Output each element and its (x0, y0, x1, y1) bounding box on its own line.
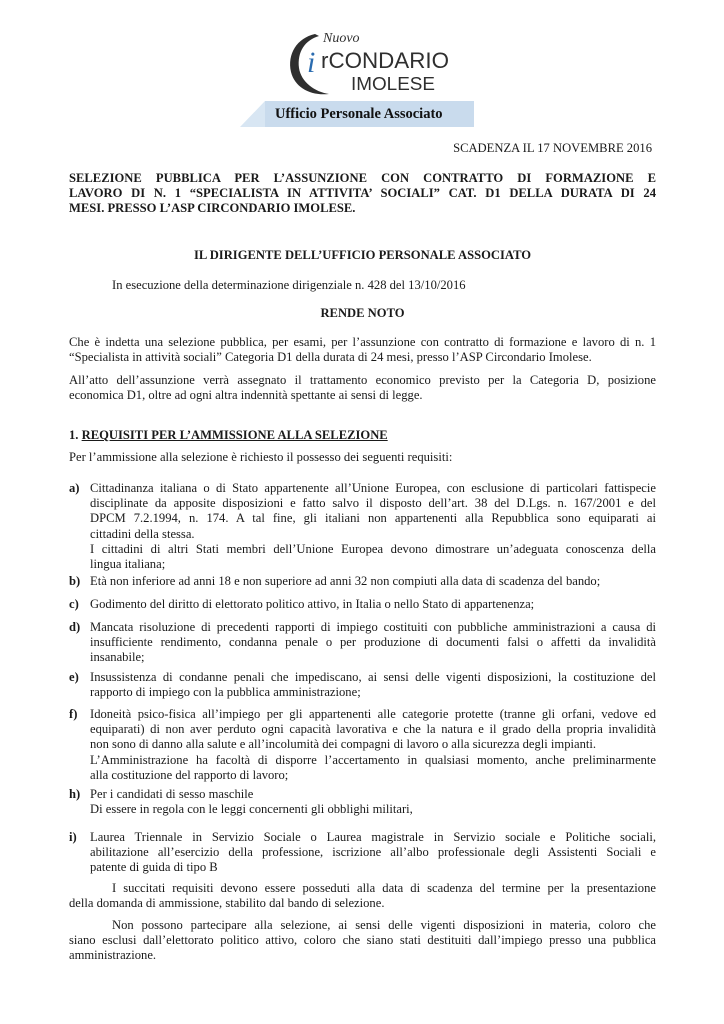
intro-paragraph (69, 335, 656, 365)
requirement-line: Cittadinanza italiana o di Stato appartenente all’Unione Europea, con esclusione di particolari fattispecie (90, 481, 656, 495)
requirement-text (90, 481, 656, 572)
requirement-text (90, 707, 656, 783)
requirement-letter: d) (69, 620, 81, 634)
requirement-line: rapporto di impiego con la pubblica amministrazione; (90, 685, 361, 700)
document-title (69, 171, 656, 217)
salary-line: economica D1, oltre ad ogni altra indennità spettante ai sensi di legge. (69, 388, 423, 403)
closing-line: amministrazione. (69, 948, 157, 963)
closing-paragraph-1 (69, 881, 656, 911)
requirement-line: non sono di danno alla salute e all’incolumità dei compagni di lavoro o alla sicurezza degli impianti. (90, 737, 597, 752)
requirement-text (90, 670, 656, 700)
requirement-line: Godimento del diritto di elettorato politico attivo, in Italia o nello Stato di appartenenza; (90, 597, 535, 611)
requirement-line: cittadini della stessa. (90, 526, 195, 541)
closing-line: siano esclusi dall’elettorato politico attivo, coloro che siano stati destituiti dall’impiego presso una pubblica (69, 933, 656, 948)
requirement-letter: c) (69, 597, 79, 611)
authority-heading: IL DIRIGENTE DELL’UFFICIO PERSONALE ASSOCIATO (193, 248, 532, 262)
requirement-line: alla costituzione del rapporto di lavoro; (90, 767, 289, 782)
section-title: REQUISITI PER L’AMMISSIONE ALLA SELEZIONE (81, 428, 388, 442)
requirement-letter: i) (69, 830, 77, 844)
requirement-letter: b) (69, 574, 81, 588)
requirement-line: insufficiente rendimento, condanna penale o per produzione di documenti falsi o affetti da invalidità (90, 635, 656, 650)
requirement-letter: f) (69, 707, 78, 721)
closing-paragraph-2 (69, 918, 656, 964)
logo-top-word: Nuovo (323, 31, 360, 46)
section-lead: Per l’ammissione alla selezione è richiesto il possesso dei seguenti requisiti: (69, 450, 453, 464)
requirement-line: Età non inferiore ad anni 18 e non superiore ad anni 32 non compiuti alla data di scadenza del bando; (90, 574, 601, 588)
requirement-letter: h) (69, 787, 81, 801)
intro-line: “Specialista in attività sociali” Categoria D1 della durata di 24 mesi, presso l’ASP Circondario Imolese. (69, 350, 592, 365)
requirement-letter: e) (69, 670, 79, 684)
circondario-imolese-logo (285, 28, 455, 98)
execution-note: In esecuzione della determinazione dirigenziale n. 428 del 13/10/2016 (112, 278, 466, 292)
title-line: SELEZIONE PUBBLICA PER L’ASSUNZIONE CON CONTRATTO DI FORMAZIONE E (69, 171, 656, 185)
requirement-text (90, 574, 656, 589)
requirement-line: Di essere in regola con le leggi concernenti gli obblighi militari, (90, 802, 413, 817)
deadline: SCADENZA IL 17 NOVEMBRE 2016 (453, 141, 652, 155)
requirement-text (90, 787, 656, 817)
requirement-line: I cittadini di altri Stati membri dell’Unione Europea devono dimostrare un’adeguata conoscenza della (90, 541, 656, 556)
logo-i-letter: i (307, 46, 316, 79)
requirement-line: Mancata risoluzione di precedenti rapporti di impiego costituiti con pubbliche amministrazioni a causa di (90, 620, 656, 634)
requirement-line: disciplinate da apposite disposizioni e fatto salvo il disposto dell’art. 38 del D.Lgs. n. 167/2001 e del (90, 496, 656, 511)
closing-line: Non possono partecipare alla selezione, ai sensi delle vigenti disposizioni in materia, coloro che (112, 918, 656, 932)
requirement-letter: a) (69, 481, 80, 495)
title-line: MESI. PRESSO L’ASP CIRCONDARIO IMOLESE. (69, 201, 356, 216)
intro-line: Che è indetta una selezione pubblica, per esami, per l’assunzione con contratto di formazione e lavoro di n. 1 (69, 335, 656, 349)
logo-main-word: rCONDARIO (321, 48, 449, 73)
requirement-text (90, 830, 656, 876)
requirement-line: Idoneità psico-fisica all’impiego per gli appartenenti alle categorie protette (tranne gli orfani, vedove ed (90, 707, 656, 721)
requirement-line: lingua italiana; (90, 557, 166, 572)
salary-paragraph (69, 373, 656, 403)
office-banner (240, 101, 474, 127)
requirement-line: L’Amministrazione ha facoltà di disporre l’accertamento in qualsiasi momento, anche preliminarmente (90, 752, 656, 767)
requirement-line: Insussistenza di condanne penali che impediscano, ai sensi delle vigenti disposizioni, la costituzione del (90, 670, 656, 684)
banner-title: Ufficio Personale Associato (275, 106, 443, 122)
requirement-text (90, 597, 656, 612)
requirement-line: Per i candidati di sesso maschile (90, 787, 254, 801)
requirement-line: abilitazione all’esercizio della professione, iscrizione all’albo professionale degli Assistenti Sociali e (90, 845, 656, 860)
section-1-heading (69, 428, 388, 443)
closing-line: della domanda di ammissione, stabilito dal bando di selezione. (69, 896, 385, 911)
rende-noto-heading: RENDE NOTO (320, 306, 405, 320)
requirement-text (90, 620, 656, 666)
closing-line: I succitati requisiti devono essere posseduti alla data di scadenza del termine per la presentazione (112, 881, 656, 895)
requirement-line: DPCM 7.2.1994, n. 174. A tal fine, gli italiani non appartenenti alla Repubblica sono equiparati ai (90, 511, 656, 526)
requirement-line: patente di guida di tipo B (90, 860, 218, 875)
title-line: LAVORO DI N. 1 “SPECIALISTA IN ATTIVITA’ SOCIALI” CAT. D1 DELLA DURATA DI 24 (69, 186, 656, 201)
requirement-line: Laurea Triennale in Servizio Sociale o Laurea magistrale in Servizio sociale e Politiche sociali, (90, 830, 656, 844)
section-number: 1. (69, 428, 79, 442)
salary-line: All’atto dell’assunzione verrà assegnato il trattamento economico previsto per la Categoria D, posizione (69, 373, 656, 387)
requirement-line: equiparati) di non aver perduto ogni capacità lavorativa e che la natura e il grado della propria invalidità (90, 722, 656, 737)
requirement-line: insanabile; (90, 650, 145, 665)
logo-sub-word: IMOLESE (351, 74, 435, 94)
